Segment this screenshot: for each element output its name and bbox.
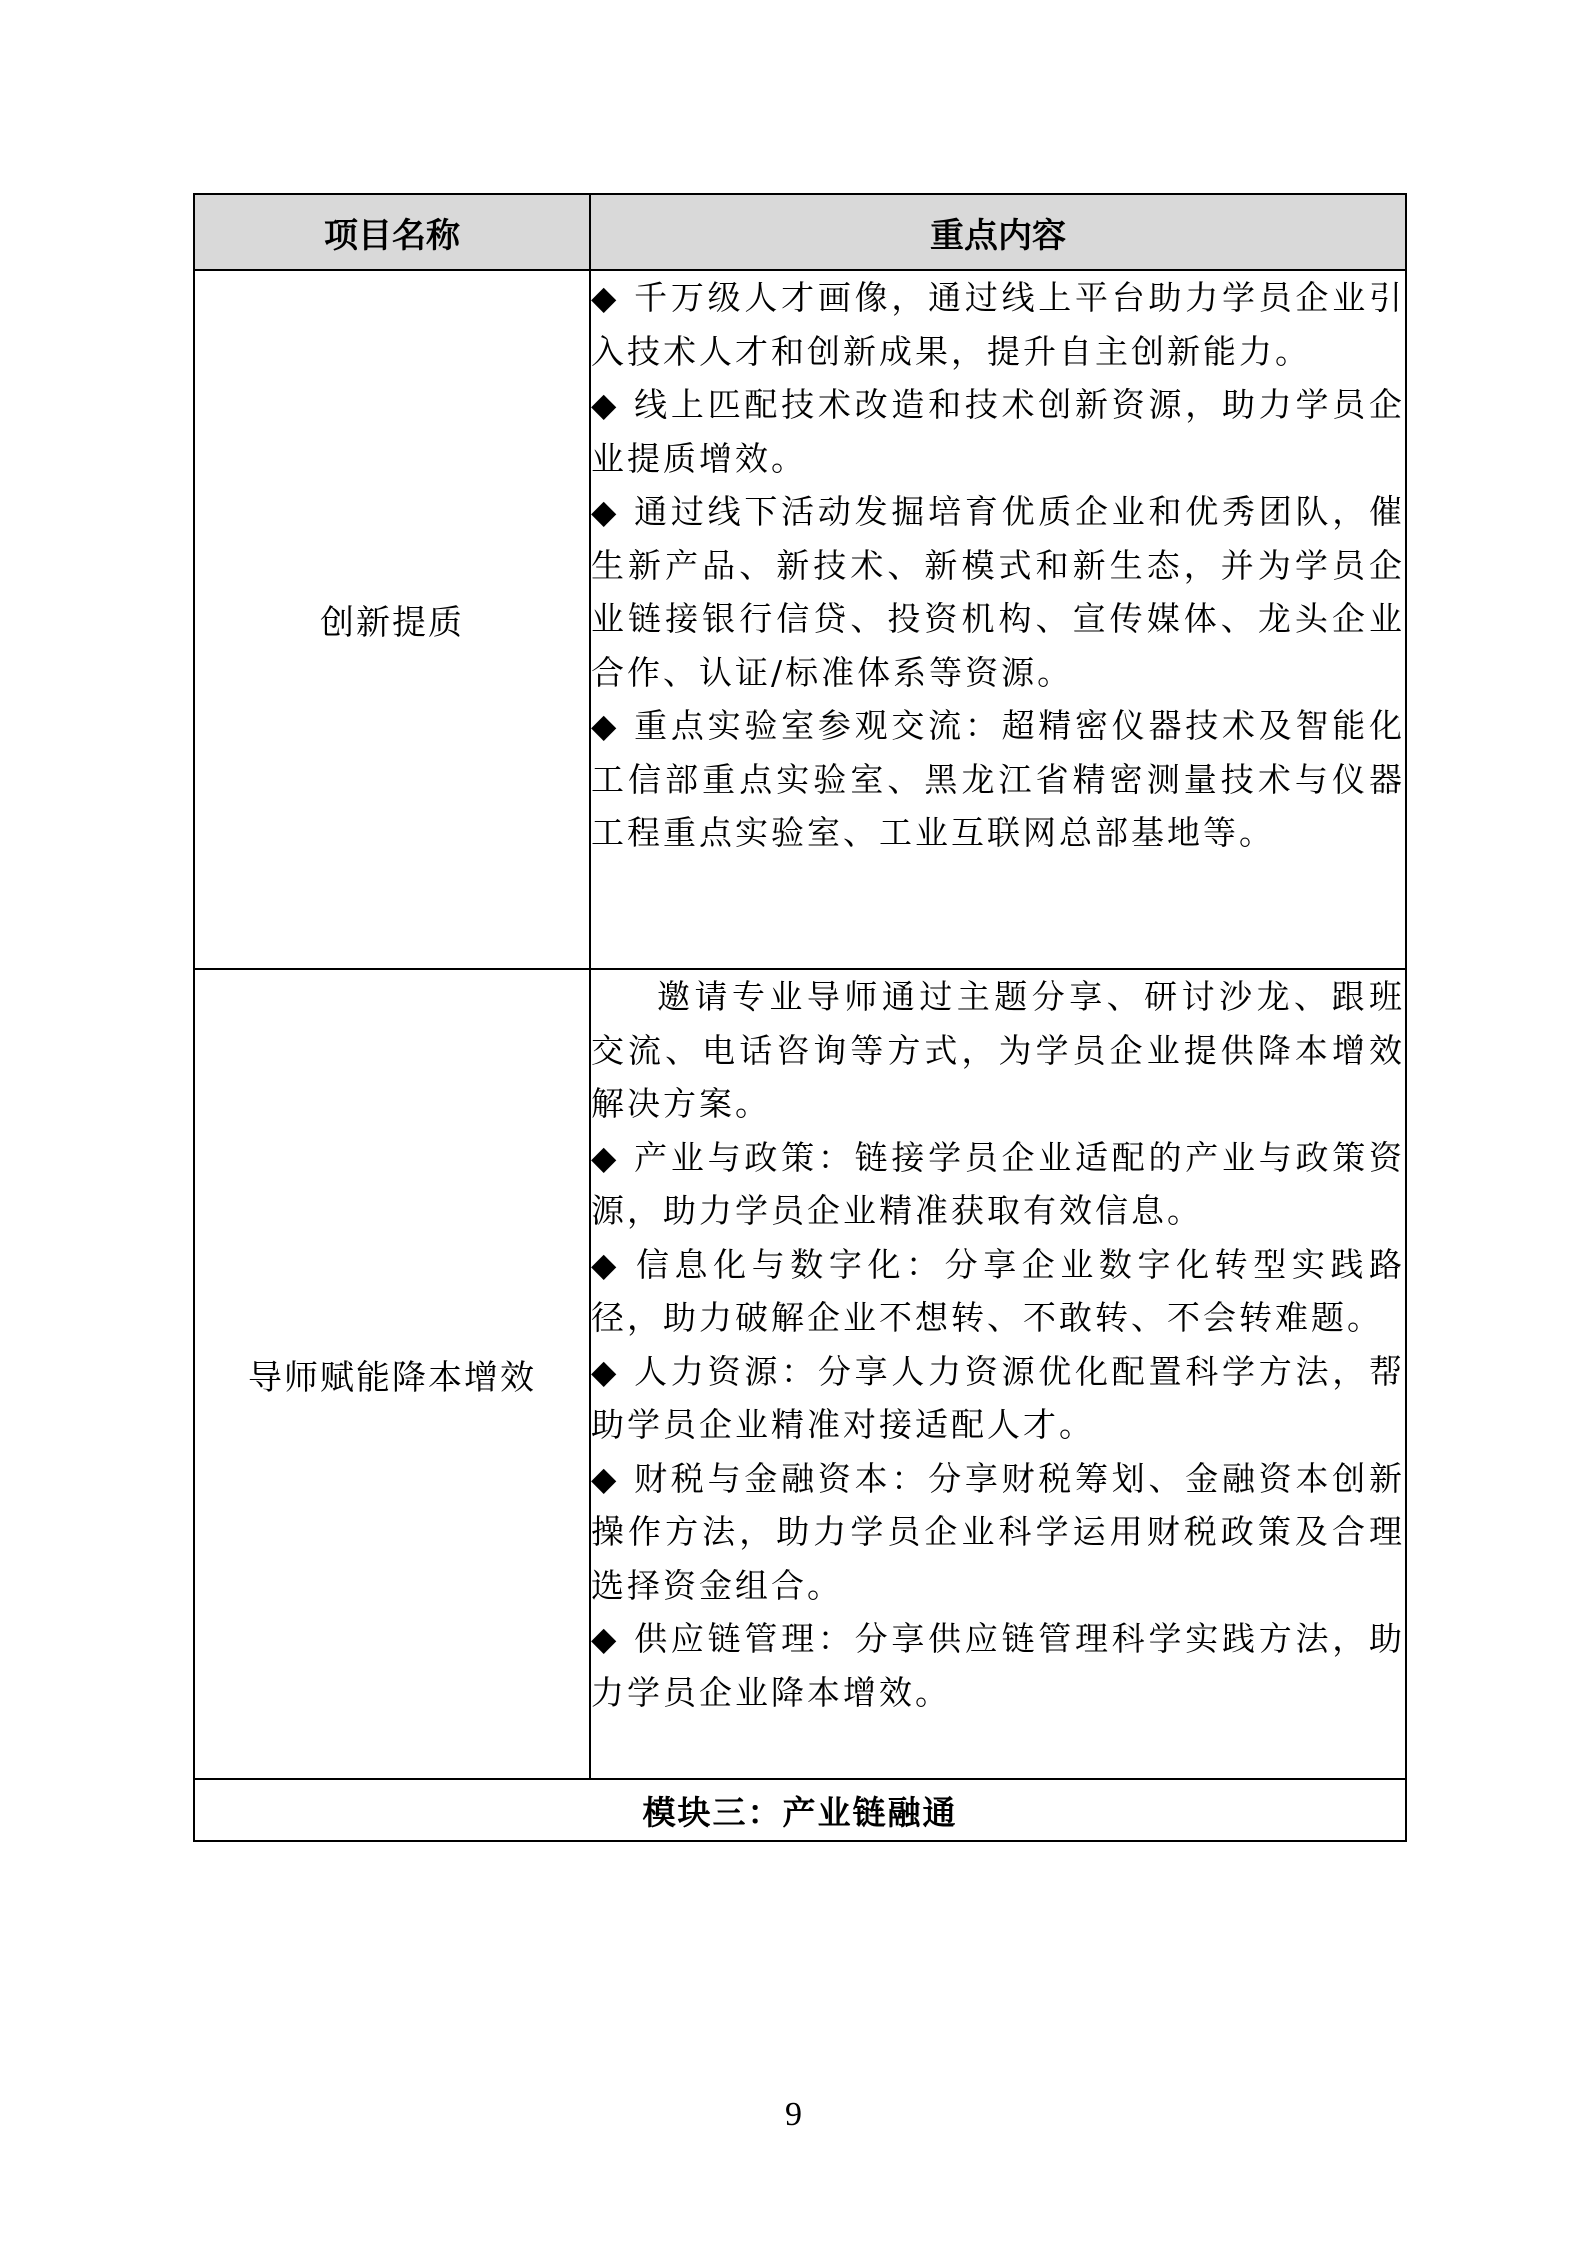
intro-paragraph: 邀请专业导师通过主题分享、研讨沙龙、跟班交流、电话咨询等方式，为学员企业提供降本增效解决方案。	[591, 977, 1405, 1123]
table-row	[194, 270, 1406, 969]
header-project-name: 项目名称	[194, 194, 590, 270]
bullet-item: ◆ 通过线下活动发掘培育优质企业和优秀团队，催生新产品、新技术、新模式和新生态，并为学员企业链接银行信贷、投资机构、宣传媒体、龙头企业合作、认证/标准体系等资源。	[591, 485, 1405, 699]
diamond-bullet-icon: ◆	[591, 1351, 620, 1391]
row-content-innovation	[590, 270, 1406, 969]
row-content-mentor	[590, 969, 1406, 1779]
diamond-bullet-icon: ◆	[591, 492, 620, 531]
bullet-item: ◆ 信息化与数字化：分享企业数字化转型实践路径，助力破解企业不想转、不敢转、不会转难题。	[591, 1238, 1405, 1345]
bullet-item: ◆ 人力资源：分享人力资源优化配置科学方法，帮助学员企业精准对接适配人才。	[591, 1345, 1405, 1452]
page-number: 9	[785, 2096, 802, 2133]
module-row	[194, 1779, 1406, 1841]
diamond-bullet-icon: ◆	[591, 385, 620, 424]
row-name-innovation: 创新提质	[194, 270, 590, 969]
bullet-item: ◆ 产业与政策：链接学员企业适配的产业与政策资源，助力学员企业精准获取有效信息。	[591, 1131, 1405, 1238]
bullet-item: ◆ 财税与金融资本：分享财税筹划、金融资本创新操作方法，助力学员企业科学运用财税政策及合理选择资金组合。	[591, 1452, 1405, 1613]
bullet-item: ◆ 千万级人才画像，通过线上平台助力学员企业引入技术人才和创新成果，提升自主创新能力。	[591, 271, 1405, 378]
diamond-bullet-icon: ◆	[591, 1458, 620, 1498]
table-row	[194, 969, 1406, 1779]
diamond-bullet-icon: ◆	[591, 278, 620, 317]
diamond-bullet-icon: ◆	[591, 1137, 620, 1177]
module-title: 模块三：产业链融通	[194, 1779, 1406, 1841]
bullet-item: ◆ 线上匹配技术改造和技术创新资源，助力学员企业提质增效。	[591, 378, 1405, 485]
header-key-content: 重点内容	[590, 194, 1406, 270]
bullet-item: ◆ 重点实验室参观交流：超精密仪器技术及智能化工信部重点实验室、黑龙江省精密测量技术与仪器工程重点实验室、工业互联网总部基地等。	[591, 699, 1405, 860]
row-name-mentor: 导师赋能降本增效	[194, 969, 590, 1779]
content-table	[193, 193, 1407, 1842]
diamond-bullet-icon: ◆	[591, 706, 620, 745]
table-header-row	[194, 194, 1406, 270]
diamond-bullet-icon: ◆	[591, 1244, 620, 1284]
bullet-item: ◆ 供应链管理：分享供应链管理科学实践方法，助力学员企业降本增效。	[591, 1612, 1405, 1719]
diamond-bullet-icon: ◆	[591, 1619, 620, 1658]
